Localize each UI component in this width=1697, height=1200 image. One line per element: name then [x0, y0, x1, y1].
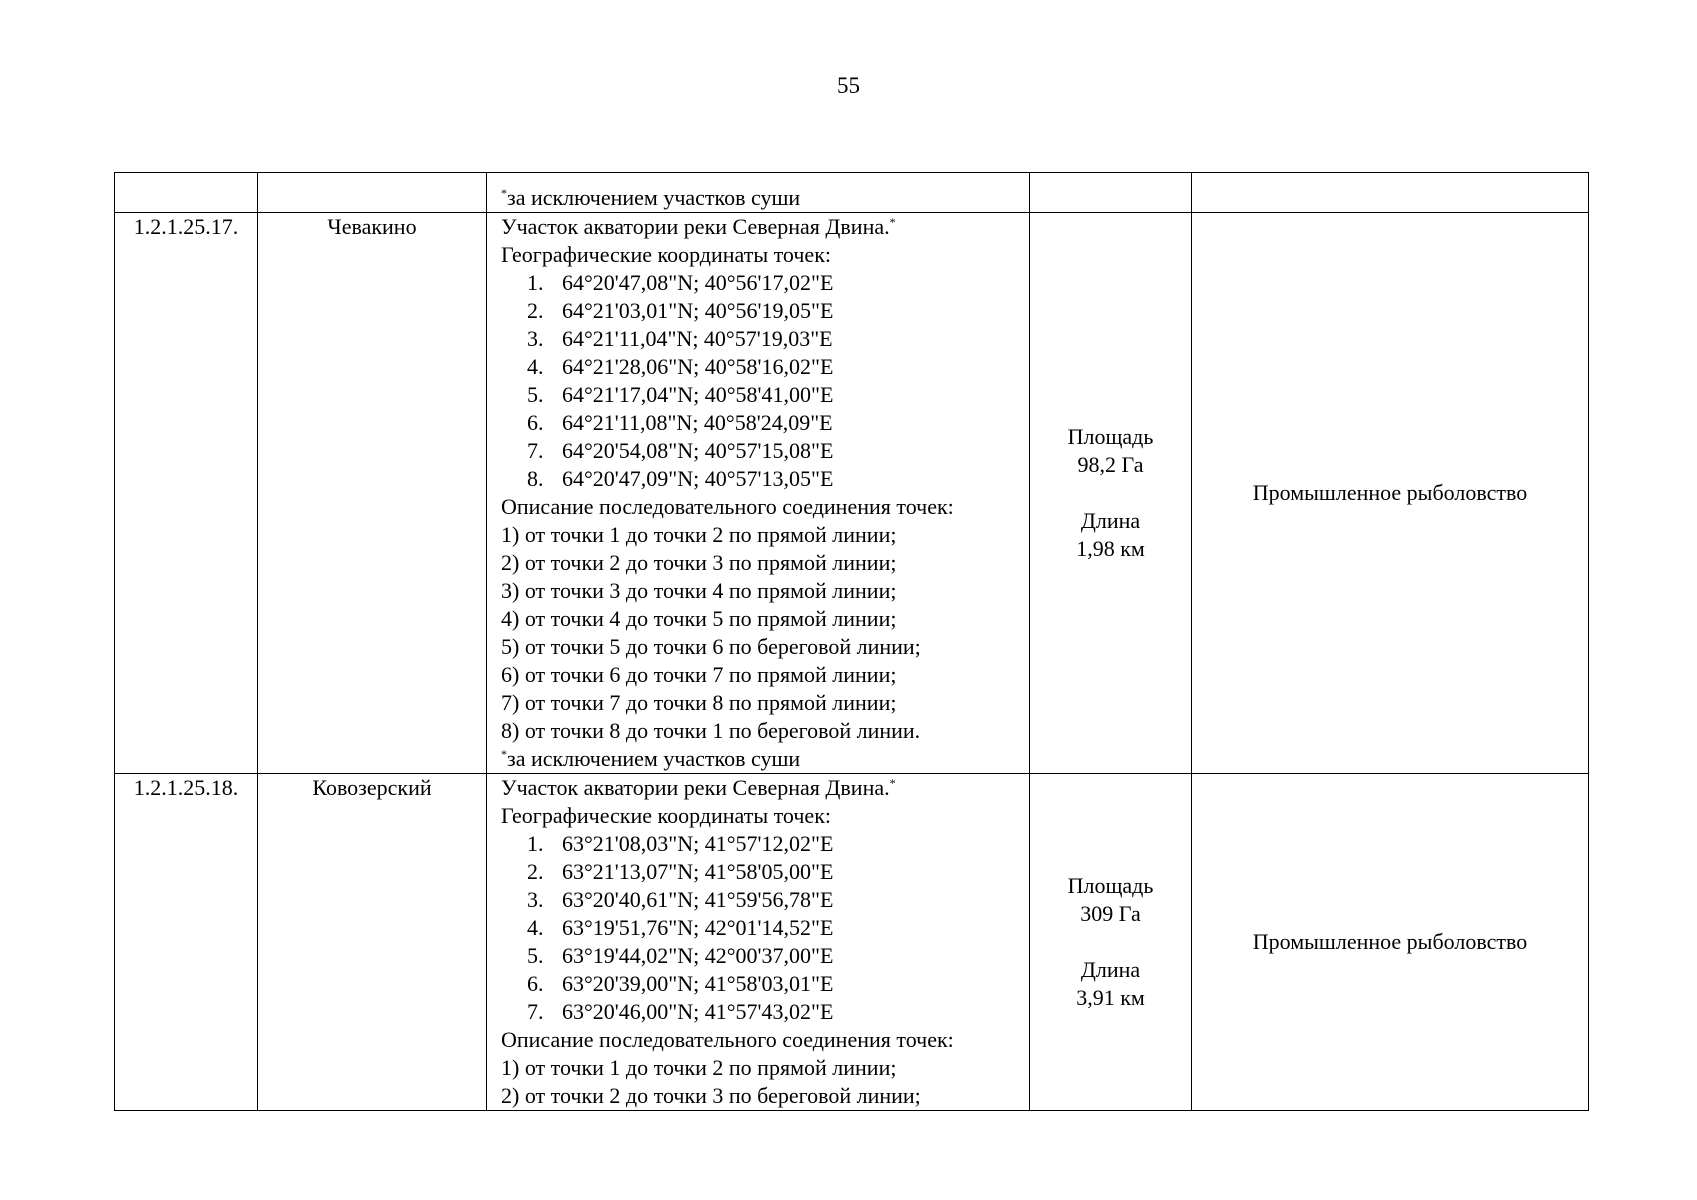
- connection-item: 1) от точки 1 до точки 2 по прямой линии;: [501, 522, 897, 547]
- connection-item: 1) от точки 1 до точки 2 по прямой линии;: [501, 1055, 897, 1080]
- area-label: Площадь: [1067, 873, 1154, 898]
- coordinate-item: 8. 64°20'47,09"N; 40°57'13,05"E: [527, 466, 834, 491]
- cell-description: [487, 213, 1030, 774]
- connection-item: 7) от точки 7 до точки 8 по прямой линии;: [501, 690, 897, 715]
- cell-description: [487, 173, 1030, 213]
- table-row-carry-over: [115, 173, 1589, 213]
- table-row: [115, 213, 1589, 774]
- coordinate-item: 1. 63°21'08,03"N; 41°57'12,02"E: [527, 831, 834, 856]
- cell-name: Чевакино: [258, 213, 487, 774]
- area-title: Участок акватории реки Северная Двина.*: [501, 214, 896, 239]
- cell-description: [487, 774, 1030, 1111]
- area-value: 98,2 Га: [1077, 452, 1144, 477]
- connection-item: 4) от точки 4 до точки 5 по прямой линии;: [501, 606, 897, 631]
- area-value: 309 Га: [1080, 901, 1141, 926]
- table-row: [115, 774, 1589, 1111]
- fishing-areas-table: [114, 172, 1589, 1111]
- cell-purpose: Промышленное рыболовство: [1192, 774, 1589, 1111]
- coordinate-item: 4. 64°21'28,06"N; 40°58'16,02"E: [527, 354, 834, 379]
- connections-heading: Описание последовательного соединения точек:: [501, 1027, 954, 1052]
- cell-size: [1030, 213, 1192, 774]
- coordinate-item: 2. 64°21'03,01"N; 40°56'19,05"E: [527, 298, 834, 323]
- coords-heading: Географические координаты точек:: [501, 803, 831, 828]
- cell-number: 1.2.1.25.17.: [115, 213, 258, 774]
- page-number: 55: [837, 73, 860, 98]
- coordinate-item: 6. 63°20'39,00"N; 41°58'03,01"E: [527, 971, 834, 996]
- cell-name: Ковозерский: [258, 774, 487, 1111]
- area-label: Площадь: [1067, 424, 1154, 449]
- connection-item: 2) от точки 2 до точки 3 по прямой линии;: [501, 550, 897, 575]
- cell-number: [115, 173, 258, 213]
- cell-purpose: Промышленное рыболовство: [1192, 213, 1589, 774]
- connection-item: 8) от точки 8 до точки 1 по береговой линии.: [501, 718, 921, 743]
- cell-name: [258, 173, 487, 213]
- coordinate-item: 4. 63°19'51,76"N; 42°01'14,52"E: [527, 915, 834, 940]
- length-label: Длина: [1080, 508, 1141, 533]
- connections-heading: Описание последовательного соединения точек:: [501, 494, 954, 519]
- coordinate-item: 5. 64°21'17,04"N; 40°58'41,00"E: [527, 382, 834, 407]
- connection-item: 2) от точки 2 до точки 3 по береговой линии;: [501, 1083, 921, 1108]
- coordinate-item: 3. 64°21'11,04"N; 40°57'19,03"E: [527, 326, 833, 351]
- footnote-note: *за исключением участков суши: [501, 185, 801, 210]
- connection-item: 6) от точки 6 до точки 7 по прямой линии;: [501, 662, 897, 687]
- cell-size: [1030, 173, 1192, 213]
- coordinate-item: 7. 63°20'46,00"N; 41°57'43,02"E: [527, 999, 834, 1024]
- cell-number: 1.2.1.25.18.: [115, 774, 258, 1111]
- connection-item: 5) от точки 5 до точки 6 по береговой линии;: [501, 634, 921, 659]
- coordinate-item: 3. 63°20'40,61"N; 41°59'56,78"E: [527, 887, 834, 912]
- coords-heading: Географические координаты точек:: [501, 242, 831, 267]
- length-label: Длина: [1080, 957, 1141, 982]
- coordinate-item: 5. 63°19'44,02"N; 42°00'37,00"E: [527, 943, 834, 968]
- footnote-note: *за исключением участков суши: [501, 746, 801, 771]
- length-value: 1,98 км: [1076, 536, 1145, 561]
- cell-size: [1030, 774, 1192, 1111]
- coordinate-item: 2. 63°21'13,07"N; 41°58'05,00"E: [527, 859, 834, 884]
- connection-item: 3) от точки 3 до точки 4 по прямой линии;: [501, 578, 897, 603]
- cell-purpose: [1192, 173, 1589, 213]
- coordinate-item: 6. 64°21'11,08"N; 40°58'24,09"E: [527, 410, 833, 435]
- area-title: Участок акватории реки Северная Двина.*: [501, 775, 896, 800]
- coordinate-item: 1. 64°20'47,08"N; 40°56'17,02"E: [527, 270, 834, 295]
- length-value: 3,91 км: [1076, 985, 1145, 1010]
- coordinate-item: 7. 64°20'54,08"N; 40°57'15,08"E: [527, 438, 834, 463]
